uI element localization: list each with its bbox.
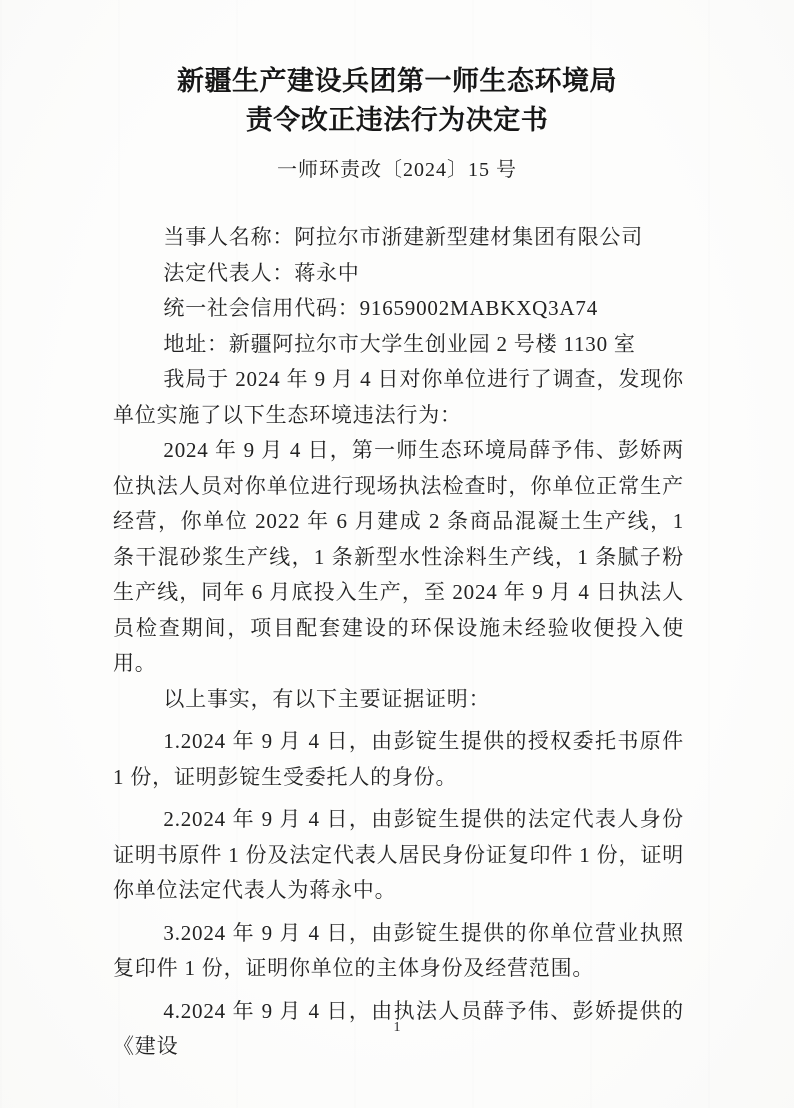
page-number: 1 [393,1020,401,1035]
field-legal-representative [113,256,684,292]
paragraph-investigation-intro: 我局于 2024 年 9 月 4 日对你单位进行了调查，发现你单位实施了以下生态环境违法行为： [113,367,684,427]
field-legal-representative-label: 法定代表人： [163,260,295,285]
document-body [113,220,684,1065]
field-credit-code-label: 统一社会信用代码： [163,296,360,320]
document-reference-number: 一师环责改〔2024〕15 号 [277,159,517,181]
field-credit-code [113,291,684,327]
field-party-name [113,220,684,256]
document-title-line2: 责令改正违法行为决定书 [245,105,549,135]
evidence-item-1: 1.2024 年 9 月 4 日，由彭锭生提供的授权委托书原件 1 份，证明彭锭生受委托人的身份。 [113,729,684,789]
paragraph-violation-detail: 2024 年 9 月 4 日，第一师生态环境局薛予伟、彭娇两位执法人员对你单位进行现场执法检查时，你单位正常生产经营，你单位 2022 年 6 月建成 2 条商品混凝土生产线，1 条干混砂浆生产线，1 条新型水性涂料生产线，1 条腻子粉生产线，同年 6 月底投入生产，至 2024 年 9 月 4 日执法人员检查期间，项目配套建设的环保设施未经验收便投入使用。 [113,438,684,675]
evidence-item-2: 2.2024 年 9 月 4 日，由彭锭生提供的法定代表人身份证明书原件 1 份及法定代表人居民身份证复印件 1 份，证明你单位法定代表人为蒋永中。 [113,807,684,902]
document-title-line1: 新疆生产建设兵团第一师生态环境局 [177,66,617,96]
field-address-label: 地址： [163,331,229,356]
field-party-name-value: 阿拉尔市浙建新型建材集团有限公司 [294,225,644,249]
field-legal-representative-value: 蒋永中 [294,260,360,285]
document-header [0,0,794,182]
paragraph-evidence-intro: 以上事实，有以下主要证据证明： [163,686,491,711]
evidence-item-4: 4.2024 年 9 月 4 日，由执法人员薛予伟、彭娇提供的《建设 [113,998,684,1058]
field-credit-code-value: 91659002MABKXQ3A74 [359,296,599,320]
field-party-name-label: 当事人名称： [163,225,295,249]
evidence-item-3: 3.2024 年 9 月 4 日，由彭锭生提供的你单位营业执照复印件 1 份，证明你单位的主体身份及经营范围。 [113,920,684,980]
field-address-value: 新疆阿拉尔市大学生创业园 2 号楼 1130 室 [228,331,636,356]
field-address [113,327,684,363]
